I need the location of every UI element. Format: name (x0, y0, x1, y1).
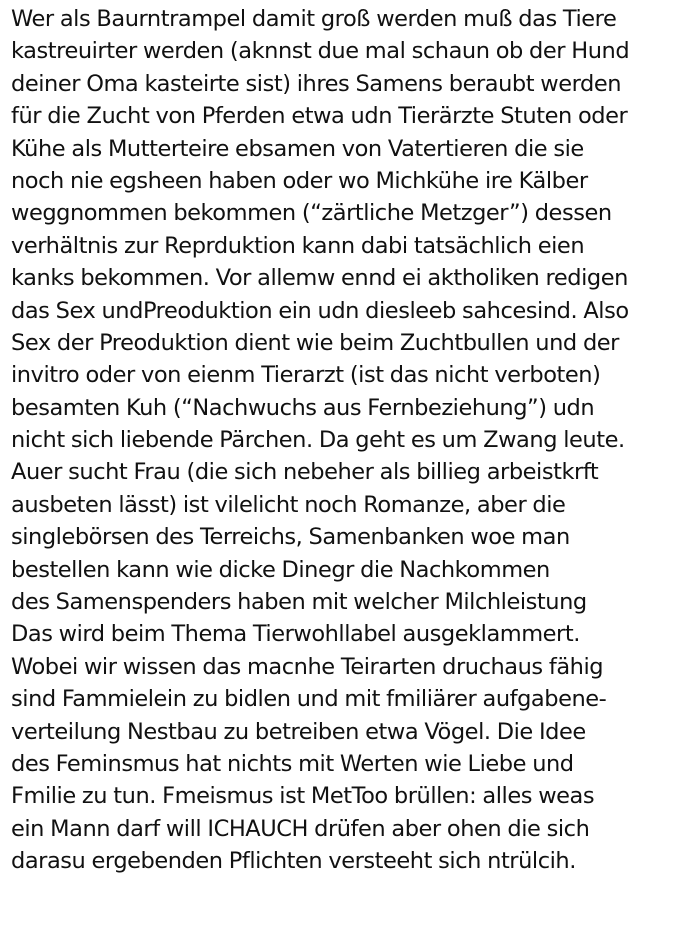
text-line: darasu ergebenden Pflichten versteeht sich ntrülcih. (11, 848, 576, 875)
text-line: besamten Kuh (“Nachwuchs aus Fernbeziehung”) udn (11, 394, 595, 421)
text-line: Wobei wir wissen das macnhe Teirarten druchaus fähig (11, 653, 604, 680)
text-line: das Sex undPreoduktion ein udn diesleeb sahcesind. Also (11, 297, 629, 324)
text-line: invitro oder von eienm Tierarzt (ist das nicht verboten) (11, 362, 601, 389)
text-line: nicht sich liebende Pärchen. Da geht es um Zwang leute. (11, 427, 625, 454)
text-line: kastreuirter werden (aknnst due mal schaun ob der Hund (11, 38, 630, 65)
text-line: verhältnis zur Reprduktion kann dabi tatsächlich eien (11, 232, 585, 259)
text-line: Sex der Preoduktion dient wie beim Zuchtbullen und der (11, 329, 619, 356)
text-line: ein Mann darf will ICHAUCH drüfen aber ohen die sich (11, 815, 590, 842)
text-line: verteilung Nestbau zu betreiben etwa Vögel. Die Idee (11, 718, 586, 745)
text-line: noch nie egsheen haben oder wo Michkühe ire Kälber (11, 167, 588, 194)
text-line: des Samenspenders haben mit welcher Milchleistung (11, 589, 587, 616)
text-line: Auer sucht Frau (die sich nebeher als billieg arbeistkrft (11, 459, 599, 486)
text-line: Fmilie zu tun. Fmeismus ist MetToo brüllen: alles weas (11, 783, 595, 810)
text-line: weggnommen bekommen (“zärtliche Metzger”) dessen (11, 200, 612, 227)
text-line: deiner Oma kasteirte sist) ihres Samens beraubt werden (11, 70, 622, 97)
text-line: singlebörsen des Terreichs, Samenbanken woe man (11, 524, 570, 551)
text-line: ausbeten lässt) ist vilelicht noch Romanze, aber die (11, 491, 566, 518)
text-line: Wer als Baurntrampel damit groß werden muß das Tiere (11, 6, 617, 32)
text-line: des Feminsmus hat nichts mit Werten wie Liebe und (11, 750, 574, 777)
text-line: Kühe als Mutterteire ebsamen von Vatertieren die sie (11, 135, 584, 162)
body-text (11, 3, 683, 878)
text-line: sind Fammielein zu bidlen und mit fmiliärer aufgabene- (11, 686, 607, 713)
text-line: für die Zucht von Pferden etwa udn Tierärzte Stuten oder (11, 103, 628, 130)
text-line: kanks bekommen. Vor allemw ennd ei aktholiken redigen (11, 265, 628, 292)
text-line: bestellen kann wie dicke Dinegr die Nachkommen (11, 556, 550, 583)
text-line: Das wird beim Thema Tierwohllabel ausgeklammert. (11, 621, 580, 648)
